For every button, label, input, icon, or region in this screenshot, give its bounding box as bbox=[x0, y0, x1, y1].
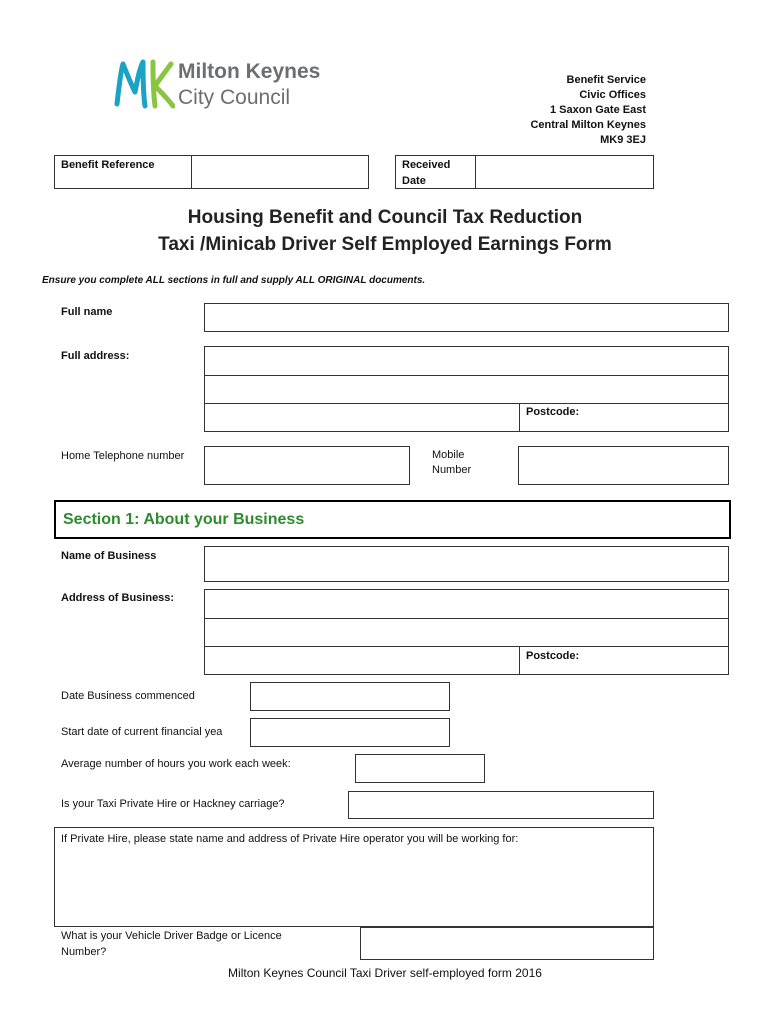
benefit-reference-label-cell bbox=[54, 155, 192, 189]
address-line: Civic Offices bbox=[579, 89, 646, 101]
full-name-label: Full name bbox=[61, 306, 113, 318]
address-line: 1 Saxon Gate East bbox=[550, 104, 646, 116]
received-date-label-cell bbox=[395, 155, 476, 189]
business-postcode-label: Postcode: bbox=[526, 650, 580, 662]
full-name-field[interactable] bbox=[204, 303, 729, 332]
badge-number-label-1: What is your Vehicle Driver Badge or Licence bbox=[61, 930, 282, 942]
mobile-label-1: Mobile bbox=[432, 449, 465, 461]
form-title-line1: Housing Benefit and Council Tax Reduction bbox=[187, 207, 583, 228]
address-line-1-field[interactable] bbox=[204, 346, 729, 376]
logo-text-line2: City Council bbox=[178, 86, 291, 109]
business-address-line-1-field[interactable] bbox=[204, 589, 729, 619]
instruction-text: Ensure you complete ALL sections in full and supply ALL ORIGINAL documents. bbox=[42, 275, 426, 286]
business-name-label: Name of Business bbox=[61, 550, 157, 562]
address-line: Benefit Service bbox=[566, 74, 646, 86]
private-hire-operator-label: If Private Hire, please state name and address of Private Hire operator you will be working for: bbox=[61, 833, 519, 845]
received-label: Received bbox=[402, 159, 451, 171]
postcode-label: Postcode: bbox=[526, 406, 580, 418]
address-line-3-field[interactable] bbox=[204, 403, 729, 432]
address-line: Central Milton Keynes bbox=[530, 119, 646, 131]
average-hours-label: Average number of hours you work each week: bbox=[61, 758, 291, 770]
address-line: MK9 3EJ bbox=[600, 134, 646, 146]
section-1-header bbox=[54, 500, 731, 539]
received-date-field[interactable] bbox=[475, 155, 654, 189]
average-hours-field[interactable] bbox=[355, 754, 485, 783]
council-address bbox=[530, 73, 646, 148]
logo-text-line1: Milton Keynes bbox=[178, 60, 321, 83]
business-address-line-3-field[interactable] bbox=[204, 646, 729, 675]
business-name-field[interactable] bbox=[204, 546, 729, 582]
badge-number-label-2: Number? bbox=[61, 946, 107, 958]
private-hire-operator-field[interactable] bbox=[54, 827, 654, 927]
start-financial-year-field[interactable] bbox=[250, 718, 450, 747]
mobile-field[interactable] bbox=[518, 446, 729, 485]
page-footer: Milton Keynes Council Taxi Driver self-employed form 2016 bbox=[228, 966, 542, 980]
business-address-line-2-field[interactable] bbox=[204, 618, 729, 647]
benefit-reference-field[interactable] bbox=[191, 155, 369, 189]
taxi-type-field[interactable] bbox=[348, 791, 654, 819]
home-phone-field[interactable] bbox=[204, 446, 410, 485]
date-commenced-label: Date Business commenced bbox=[61, 690, 195, 702]
mk-logo-mark bbox=[113, 56, 175, 112]
full-address-label: Full address: bbox=[61, 350, 130, 362]
benefit-reference-label: Benefit Reference bbox=[61, 159, 155, 171]
form-title-line2: Taxi /Minicab Driver Self Employed Earnings Form bbox=[158, 234, 612, 255]
business-address-label: Address of Business: bbox=[61, 592, 175, 604]
badge-number-field[interactable] bbox=[360, 927, 654, 960]
date-label: Date bbox=[402, 175, 426, 187]
business-postcode-divider bbox=[519, 646, 520, 675]
section-1-title: Section 1: About your Business bbox=[63, 511, 305, 528]
postcode-divider bbox=[519, 403, 520, 432]
address-line-2-field[interactable] bbox=[204, 375, 729, 404]
home-phone-label: Home Telephone number bbox=[61, 450, 185, 462]
taxi-type-label: Is your Taxi Private Hire or Hackney carriage? bbox=[61, 798, 285, 810]
start-financial-year-label: Start date of current financial yea bbox=[61, 726, 223, 738]
mobile-label-2: Number bbox=[432, 464, 472, 476]
date-commenced-field[interactable] bbox=[250, 682, 450, 711]
